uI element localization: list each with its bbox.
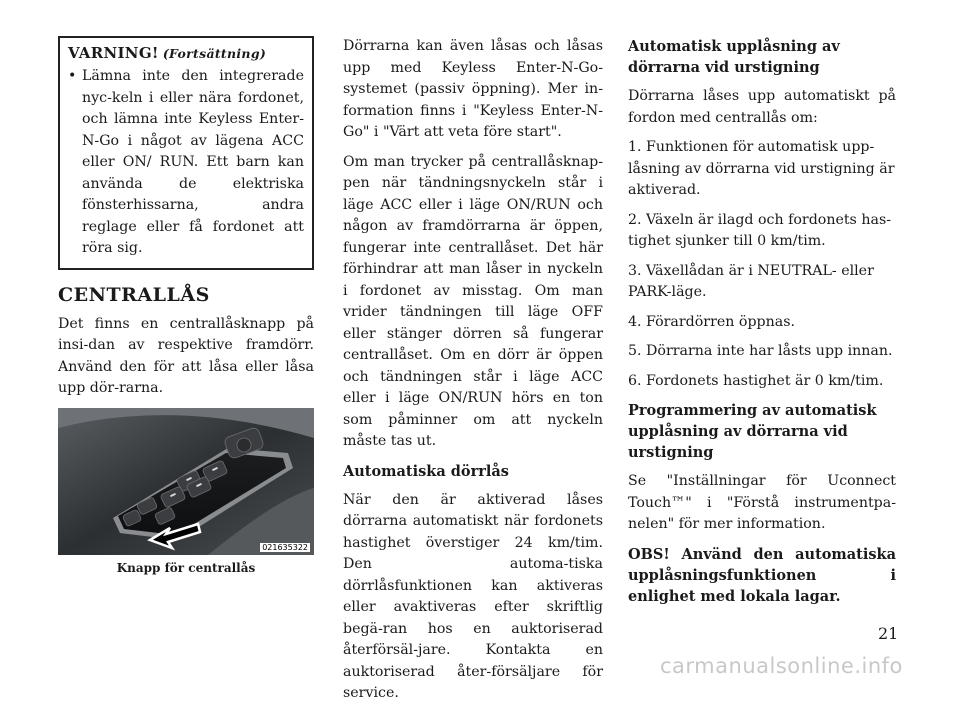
note-text: OBS! Använd den automatiska upplåsningsfunktionen i enlighet med lokala lagar. bbox=[628, 545, 896, 605]
figure-caption: Knapp för centrallås bbox=[116, 560, 256, 575]
page-number: 21 bbox=[878, 624, 899, 643]
programming-heading: Programmering av automatisk upplåsning av dörrarna vid urstigning bbox=[628, 402, 877, 461]
door-panel-illustration bbox=[58, 408, 314, 555]
list-item: 6. Fordonets hastighet är 0 km/tim. bbox=[628, 372, 884, 389]
list-item: 4. Förardörren öppnas. bbox=[628, 313, 796, 330]
auto-unlock-heading: Automatisk upplåsning av dörrarna vid urstigning bbox=[628, 38, 840, 76]
middle-column bbox=[343, 36, 603, 713]
central-lock-paragraph: Om man trycker på centrallåsknap-pen när tändningsnyckeln står i läge ACC eller i läge ON/RUN och någon av framdörrarna är öppen, fungerar inte centrallåset. Det här förhindrar att man låser in nyckeln i fordonet av misstag. Om man vrider tändningen till läge OFF eller stänger dörren så fungerar centrallåset. Om en dörr är öppen och tändningen står i läge ACC eller i läge ON/RUN hörs en ton som påminner om att nyckeln måste tas ut. bbox=[343, 153, 603, 449]
warning-subtitle: (Fortsättning) bbox=[162, 46, 267, 61]
warning-label: VARNING! bbox=[68, 44, 159, 62]
section-intro: Det finns en centrallåsknapp på insi-dan av respektive framdörr. Använd den för att låsa eller låsa upp dör-rarna. bbox=[58, 315, 314, 396]
warning-item bbox=[68, 66, 304, 260]
left-column bbox=[58, 36, 314, 575]
warning-text: Lämna inte den integrerade nyc-keln i eller nära fordonet, och lämna inte Keyless Enter-N-Go i något av lägena ACC eller ON/ RUN. Ett barn kan använda de elektriska fönsterhissarna, andra reglage eller få fordonet att röra sig. bbox=[82, 68, 304, 256]
auto-unlock-intro: Dörrarna låses upp automatiskt på fordon med centrallås om: bbox=[628, 88, 896, 126]
list-item: 3. Växellådan är i NEUTRAL- eller PARK-läge. bbox=[628, 262, 874, 300]
programming-paragraph: Se "Inställningar för Uconnect Touch™" i "Förstå instrumentpa-nelen" för mer information. bbox=[628, 473, 896, 532]
auto-lock-heading: Automatiska dörrlås bbox=[343, 462, 509, 480]
right-column bbox=[628, 36, 896, 615]
keyless-paragraph: Dörrarna kan även låsas och låsas upp med Keyless Enter-N-Go-systemet (passiv öppning). Mer in-formation finns i "Keyless Enter-N-Go" i "Värt att veta före start". bbox=[343, 38, 603, 140]
auto-lock-paragraph: När den är aktiverad låses dörrarna automatiskt när fordonets hastighet överstiger 24 km/tim. Den automa-tiska dörrlåsfunktionen kan aktiveras eller avaktiveras efter skriftlig begä-ran hos en auktoriserad återförsäl-jare. Kontakta en auktoriserad åter-försäljare för service. bbox=[343, 491, 603, 701]
list-item: 2. Växeln är ilagd och fordonets has-tighet sjunker till 0 km/tim. bbox=[628, 211, 892, 249]
section-heading: CENTRALLÅS bbox=[58, 283, 210, 306]
bullet-icon: • bbox=[68, 68, 77, 84]
list-item: 5. Dörrarna inte har låsts upp innan. bbox=[628, 343, 893, 359]
warning-title bbox=[68, 44, 304, 62]
warning-box bbox=[58, 36, 314, 270]
door-lock-figure bbox=[58, 408, 314, 555]
figure-code: 021635322 bbox=[262, 542, 308, 552]
footer-watermark: carmanualsonline.info bbox=[660, 654, 903, 678]
warning-list bbox=[68, 66, 304, 260]
list-item: 1. Funktionen för automatisk upp-låsning av dörrarna vid urstigning är aktiverad. bbox=[628, 139, 895, 198]
